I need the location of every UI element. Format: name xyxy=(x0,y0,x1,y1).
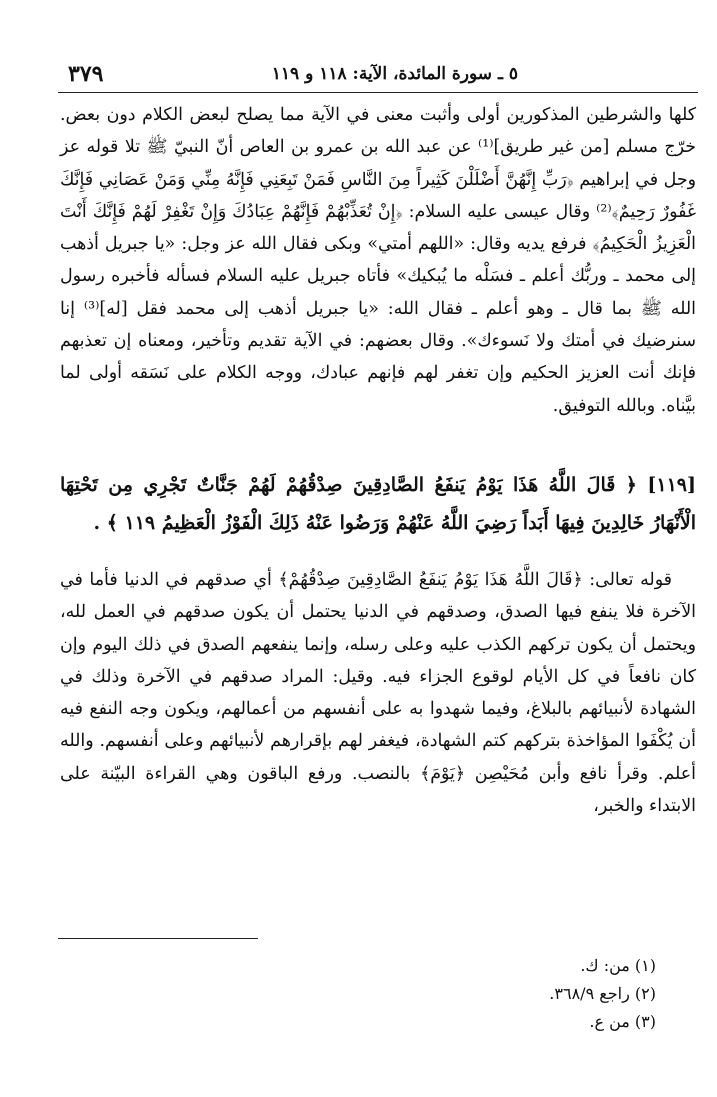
book-page xyxy=(58,56,698,1076)
footnote-divider xyxy=(58,938,258,939)
page-header xyxy=(58,56,698,93)
verse-text: ﴿ قَالَ اللَّهُ هَذَا يَوْمُ يَنفَعُ الصَّادِقِينَ صِدْقُهُمْ لَهُمْ جَنَّاتٌ تَجْرِي مِن تَحْتِهَا الْأَنْهَارُ خَالِدِينَ فِيهَا أَبَداً رَضِيَ اللَّهُ عَنْهُمْ وَرَضُوا عَنْهُ ذَلِكَ الْفَوْزُ الْعَظِيمُ ١١٩ ﴾ . xyxy=(60,473,696,534)
footnote: (٢) راجع ٣٦٨/٩. xyxy=(549,984,656,1003)
footnote: (١) من: ك. xyxy=(580,956,656,975)
page-number: ٣٧٩ xyxy=(68,61,104,87)
footnotes xyxy=(549,952,656,1036)
paragraph: كلها والشرطين المذكورين أولى وأثبت معنى في الآية مما يصلح لبعض الكلام دون بعض. خرّج مسلم [من غير طريق]⁽¹⁾ عن عبد الله بن عمرو بن العاص أنّ النبيّ ﷺ تلا قوله عز وجل في إبراهيم ﴿رَبِّ إِنَّهُنَّ أَضْلَلْنَ كَثِيراً مِنَ النَّاسِ فَمَنْ تَبِعَنِي فَإِنَّهُ مِنِّي وَمَنْ عَصَانِي فَإِنَّكَ غَفُورٌ رَحِيمٌ﴾⁽²⁾ وقال عيسى عليه السلام: ﴿إِنْ تُعَذِّبْهُمْ فَإِنَّهُمْ عِبَادُكَ وَإِنْ تَغْفِرْ لَهُمْ فَإِنَّكَ أَنْتَ الْعَزِيزُ الْحَكِيمُ﴾ فرفع يديه وقال: «اللهم أمتي» وبكى فقال الله عز وجل: «يا جبريل أذهب إلى محمد ـ وربُّك أعلم ـ فسَلْه ما يُبكيك» فأتاه جبريل عليه السلام فسأله فأخبره رسول الله ﷺ بما قال ـ وهو أعلم ـ فقال الله: «يا جبريل أذهب إلى محمد فقل [له]⁽³⁾ إنا سنرضيك في أمتك ولا نَسوءك». وقال بعضهم: في الآية تقديم وتأخير، ومعناه إن تعذبهم فإنك أنت العزيز الحكيم وإن تغفر لهم فإنهم عبادك، ووجه الكلام على نَسَقه أولى لما بيَّناه. وبالله التوفيق. xyxy=(60,105,696,416)
commentary-section-1 xyxy=(60,99,696,422)
commentary-section-2 xyxy=(60,564,696,822)
footnote: (٣) من ع. xyxy=(589,1012,656,1031)
verse-number: [١١٩] xyxy=(647,473,696,496)
paragraph: قوله تعالى: ﴿قَالَ اللَّهُ هَذَا يَوْمُ يَنفَعُ الصَّادِقِينَ صِدْقُهُمْ﴾ أي صدقهم في الدنيا فأما في الآخرة فلا ينفع فيها الصدق، وصدقهم في الدنيا يحتمل أن يكون صدقهم في العمل لله، ويحتمل أن يكون تركهم الكذب عليه وعلى رسله، وإنما ينفعهم الصدق في ذلك اليوم وإن كان نافعاً في كل الأيام لوقوع الجزاء فيه. وقيل: المراد صدقهم في الآخرة وذلك في الشهادة لأنبيائهم بالبلاغ، وفيما شهدوا به على أنفسهم من أعمالهم، ويكون وجه النفع فيه أن يُكْفَوا المؤاخذة بتركهم كتم الشهادة، فيغفر لهم بإقرارهم لأنبيائهم وعلى أنفسهم. والله أعلم. وقرأ نافع وأبن مُحَيْصِن ﴿يَوْمَ﴾ بالنصب. ورفع الباقون وهي القراءة البيّنة على الابتداء والخبر، xyxy=(60,569,696,817)
running-title: ٥ ـ سورة المائدة، الآية: ١١٨ و ١١٩ xyxy=(271,64,518,84)
verse-block xyxy=(58,466,698,542)
